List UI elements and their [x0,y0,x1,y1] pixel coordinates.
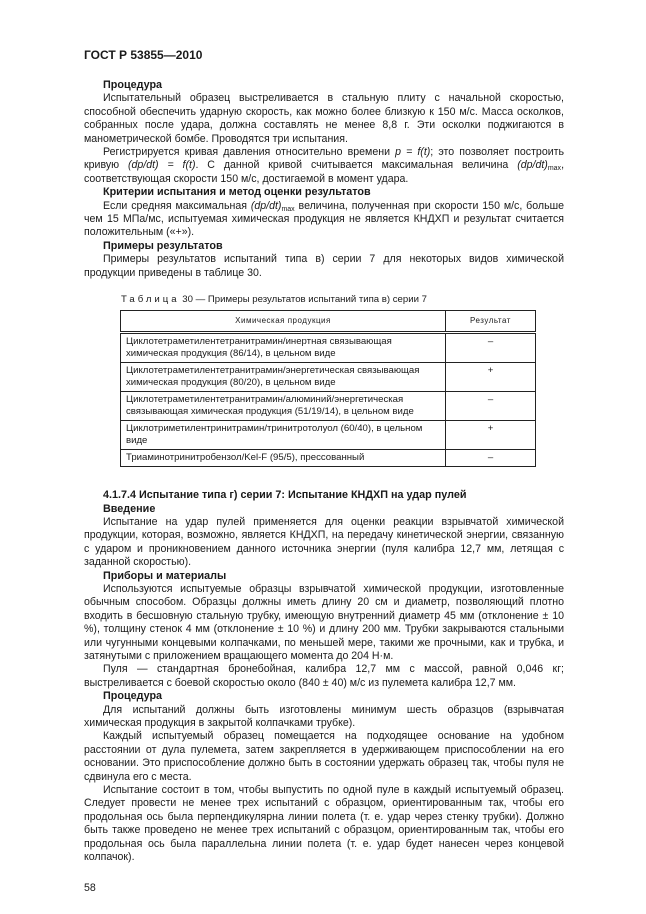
formula: (dp/dt) [250,199,282,212]
paragraph: Каждый испытуемый образец помещается на подходящее основание на удобном расстоянии от дула пулемета, затем закрепляется в удерживающем приспособлении на его основании. Это приспособление должно быть в состоянии удержать образец так, чтобы пуля не сдвинула его с места. [84,730,564,783]
heading-procedure: Процедура [103,690,163,703]
text: Регистрируется кривая давления относительно времени [103,146,396,159]
results-table [120,310,536,467]
product-cell: Триаминотринитробензол/Kel-F (95/5), прессованный [121,450,446,467]
section-procedure-a [84,79,564,280]
table-caption [121,294,564,306]
paragraph: Для испытаний должны быть изготовлены минимум шесть образцов (взрывчатая химическая продукция в закрытой колпачками трубке). [84,703,564,729]
text: Если средняя максимальная [103,199,251,212]
product-cell: Циклотетраметилентетранитрамин/алюминий/энергетическая связывающая химическая продукция (51/19/14), в цельном виде [121,392,446,421]
column-header-result: Результат [446,311,536,333]
heading-examples: Примеры результатов [103,239,223,252]
text: величина, полученная при скорости 150 м/с, больше чем 15 МПа/мс, испытуемая химическая продукция не является КНДХП и результат считается положительным («+»). [84,199,564,239]
product-cell: Циклотриметилентринитрамин/тринитротолуол (60/40), в цельном виде [121,421,446,450]
heading-procedure: Процедура [103,79,163,91]
result-cell: + [446,363,536,392]
product-cell: Циклотетраметилентетранитрамин/энергетическая связывающая химическая продукция (80/20), в цельном виде [121,363,446,392]
text: , соответствующая скорости 150 м/с, достигаемой в момент удара. [84,159,565,185]
text: ; это позволяет построить кривую [84,146,564,172]
paragraph: Испытательный образец выстреливается в стальную плиту с начальной скоростью, способной обеспечить ударную скорость, как можно более близкую к 150 м/с. Масса осколков, собранных после удара, должна составлять не менее 8,8 г. Эти осколки поджигаются в манометрической бомбе. Проводятся три испытания. [84,92,564,145]
text: . С данной кривой считывается максимальная величина [195,159,518,172]
paragraph [84,200,564,240]
section-4-1-7-4 [84,489,564,864]
caption-text: 30 — Примеры результатов испытаний типа в) серии 7 [182,294,427,306]
subscript: max [547,165,562,173]
formula: (dp/dt) = f(t) [127,159,196,172]
paragraph: Испытание состоит в том, чтобы выпустить по одной пуле в каждый испытуемый образец. Следует провести не менее трех испытаний с образцом, ориентированным так, чтобы его продольная ось была перпендикулярна линии полета (т. е. удар через стенку трубки). Должно быть также проведено не менее трех испытаний с образцом, ориентированным так, чтобы его продольная ось была параллельна линии полета (т. е. удар будет нанесен через концевой колпачок). [84,784,564,864]
table-row [121,363,536,392]
result-cell: – [446,392,536,421]
table-row [121,421,536,450]
heading-equipment: Приборы и материалы [103,569,227,582]
table-row [121,450,536,467]
column-header-product: Химическая продукция [121,311,446,333]
product-cell: Циклотетраметилентетранитрамин/инертная связывающая химическая продукция (86/14), в цельном виде [121,333,446,363]
formula: (dp/dt) [517,159,548,172]
heading-criteria: Критерии испытания и метод оценки результатов [103,186,371,199]
table-header-row [121,311,536,333]
subscript: max [281,205,295,213]
paragraph: Используются испытуемые образцы взрывчатой химической продукции, изготовленные обычным способом. Образцы должны иметь длину 20 см и диаметр, позволяющий плотно входить в бесшовную стальную трубку, имеющую внутренний диаметр 45 мм (отклонение ± 10 %), толщину стенок 4 мм (отклонение ± 10 %) и длину 200 мм. Трубки закрываются стальными или чугунными концевыми колпачками, по меньшей мере, такими же прочными, как и трубка, и затянутыми с приложением вращающего момента до 204 Н·м. [84,582,564,662]
page-number: 58 [84,882,96,895]
paragraph [84,146,564,186]
paragraph: Испытание на удар пулей применяется для оценки реакции взрывчатой химической продукции, которая, возможно, является КНДХП, на передачу кинетической энергии, связанную с ударом и проникновением данного источника энергии (пуля калибра 12,7 мм, летящая с заданной скоростью). [84,515,564,569]
caption-label: Таблица [121,294,180,306]
paragraph: Примеры результатов испытаний типа в) серии 7 для некоторых видов химической продукции приведены в таблице 30. [84,253,564,279]
result-cell: – [446,333,536,363]
table-row [121,333,536,363]
paragraph: Пуля — стандартная бронебойная, калибра 12,7 мм с массой, равной 0,046 кг; выстреливается с боевой скоростью около (840 ± 40) м/с из пулемета калибра 12,7 мм. [84,663,564,689]
table-row [121,392,536,421]
result-cell: – [446,450,536,467]
heading-introduction: Введение [103,502,156,515]
formula: p = f(t) [395,146,431,159]
section-title: 4.1.7.4 Испытание типа г) серии 7: Испытание КНДХП на удар пулей [103,489,467,502]
result-cell: + [446,421,536,450]
document-id: ГОСТ Р 53855—2010 [84,48,203,62]
